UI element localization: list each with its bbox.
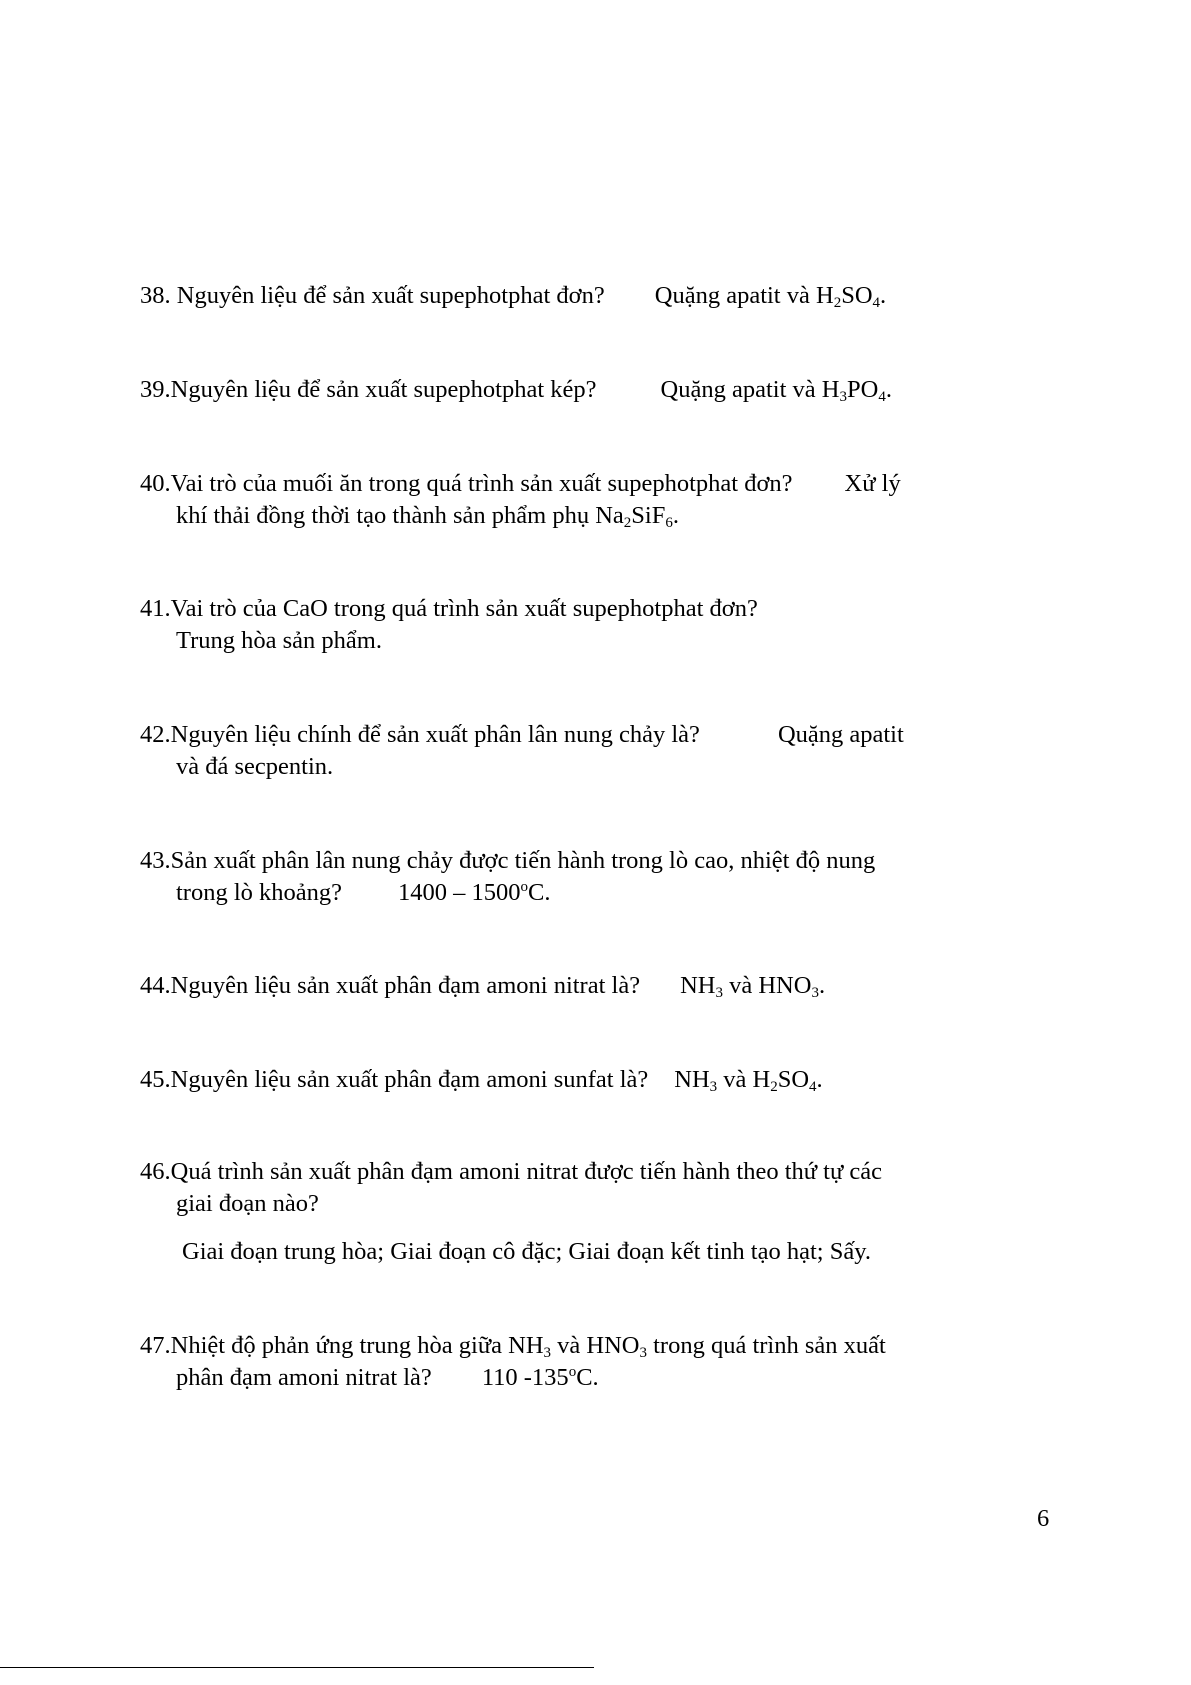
answer-text: Quặng apatit xyxy=(777,721,904,748)
question-40 xyxy=(140,468,1000,532)
question-number: 45. xyxy=(140,1066,171,1093)
question-continuation: giai đoạn nào? xyxy=(176,1190,319,1217)
question-38 xyxy=(140,280,1000,312)
question-text: Vai trò của CaO trong quá trình sản xuất supephotphat đơn? xyxy=(170,595,758,622)
question-46 xyxy=(140,1156,1000,1220)
answer-text: $NH_3$ và $HNO_3$. xyxy=(680,972,826,1001)
question-number: 41. xyxy=(140,595,171,622)
question-39 xyxy=(140,374,1000,406)
question-text: Nhiệt độ phản ứng trung hòa giữa $NH_3$ và $HNO_3$ trong quá trình sản xuất xyxy=(170,1332,886,1361)
question-continuation: khí thải đồng thời tạo thành sản phẩm phụ $Na_2SiF_6$. xyxy=(176,502,679,531)
page-number: 6 xyxy=(1037,1505,1050,1532)
answer-text: Quặng apatit và $H_3PO_4$. xyxy=(660,376,892,405)
answer-text: 110 -135$^o$C. xyxy=(481,1364,599,1391)
question-number: 38. xyxy=(140,282,171,309)
question-number: 47. xyxy=(140,1332,171,1359)
answer-text: Quặng apatit và $H_2SO_4$. xyxy=(654,282,887,311)
question-continuation: trong lò khoảng? 1400 – 1500$^o$C. xyxy=(176,879,551,906)
question-number: 44. xyxy=(140,972,171,999)
question-47 xyxy=(140,1330,1000,1394)
answer-text: $NH_3$ và $H_2SO_4$. xyxy=(674,1066,823,1095)
question-43 xyxy=(140,845,1000,909)
question-text: Nguyên liệu sản xuất phân đạm amoni nitrat là? xyxy=(170,972,641,999)
question-number: 40. xyxy=(140,470,171,497)
question-number: 43. xyxy=(140,847,171,874)
answer-continuation: và đá secpentin. xyxy=(176,753,334,780)
answer-text: Trung hòa sản phẩm. xyxy=(176,627,382,654)
question-text: Quá trình sản xuất phân đạm amoni nitrat được tiến hành theo thứ tự các xyxy=(170,1158,882,1185)
question-42 xyxy=(140,719,1000,783)
question-44 xyxy=(140,970,1000,1002)
answer-text: 1400 – 1500$^o$C. xyxy=(398,879,551,906)
answer-text: Xử lý xyxy=(844,470,901,497)
question-continuation: phân đạm amoni nitrat là? 110 -135$^o$C. xyxy=(176,1364,599,1391)
question-text: Nguyên liệu để sản xuất supephotphat đơn? xyxy=(170,282,605,309)
question-number: 42. xyxy=(140,721,171,748)
question-text: Vai trò của muối ăn trong quá trình sản xuất supephotphat đơn? xyxy=(170,470,793,497)
question-text: Sản xuất phân lân nung chảy được tiến hành trong lò cao, nhiệt độ nung xyxy=(170,847,876,874)
question-text: Nguyên liệu chính để sản xuất phân lân nung chảy là? xyxy=(170,721,700,748)
answer-text-46: Giai đoạn trung hòa; Giai đoạn cô đặc; Giai đoạn kết tinh tạo hạt; Sấy. xyxy=(182,1238,871,1265)
question-41 xyxy=(140,593,1000,657)
question-45 xyxy=(140,1064,1000,1096)
question-number: 39. xyxy=(140,376,171,403)
question-text: Nguyên liệu để sản xuất supephotphat kép? xyxy=(170,376,597,403)
question-number: 46. xyxy=(140,1158,171,1185)
footnote-divider xyxy=(0,1667,594,1668)
question-text: Nguyên liệu sản xuất phân đạm amoni sunfat là? xyxy=(170,1066,649,1093)
